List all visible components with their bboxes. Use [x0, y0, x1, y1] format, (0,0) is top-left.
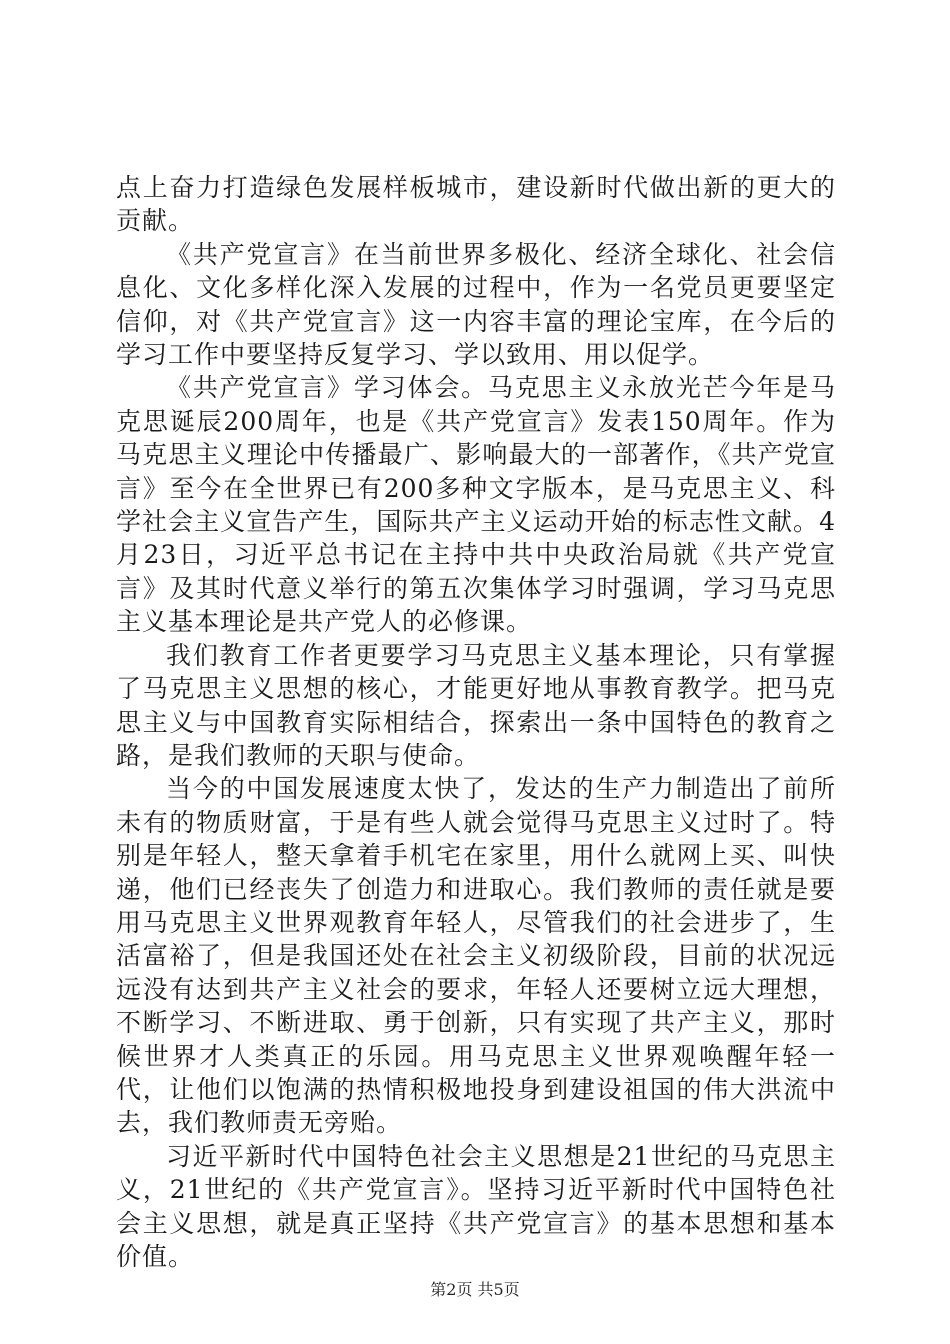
paragraph: 习近平新时代中国特色社会主义思想是21世纪的马克思主义，21世纪的《共产党宣言》。坚持习近平新时代中国特色社会主义思想，就是真正坚持《共产党宣言》的基本思想和基本价值。: [116, 1141, 836, 1271]
paragraph: 当今的中国发展速度太快了，发达的生产力制造出了前所未有的物质财富，于是有些人就会觉得马克思主义过时了。特别是年轻人，整天拿着手机宅在家里，用什么就网上买、叫快递，他们已经丧失了创造力和进取心。我们教师的责任就是要用马克思主义世界观教育年轻人，尽管我们的社会进步了，生活富裕了，但是我国还处在社会主义初级阶段，目前的状况远远没有达到共产主义社会的要求，年轻人还要树立远大理想，不断学习、不断进取、勇于创新，只有实现了共产主义，那时候世界才人类真正的乐园。用马克思主义世界观唤醒年轻一代，让他们以饱满的热情积极地投身到建设祖国的伟大洪流中去，我们教师责无旁贻。: [116, 774, 836, 1138]
paragraph: 《共产党宣言》在当前世界多极化、经济全球化、社会信息化、文化多样化深入发展的过程中，作为一名党员更要坚定信仰，对《共产党宣言》这一内容丰富的理论宝库，在今后的学习工作中要坚持反复学习、学以致用、用以促学。: [116, 239, 836, 370]
paragraph: 《共产党宣言》学习体会。马克思主义永放光芒今年是马克思诞辰200周年，也是《共产党宣言》发表150周年。作为马克思主义理论中传播最广、影响最大的一部著作，《共产党宣言》至今在全世界已有200多种文字版本，是马克思主义、科学社会主义宣告产生，国际共产主义运动开始的标志性文献。4月23日，习近平总书记在主持中共中央政治局就《共产党宣言》及其时代意义举行的第五次集体学习时强调，学习马克思主义基本理论是共产党人的必修课。: [116, 373, 836, 637]
page-number-footer: 第2页 共5页: [430, 1280, 520, 1299]
paragraph: 我们教育工作者更要学习马克思主义基本理论，只有掌握了马克思主义思想的核心，才能更好地从事教育教学。把马克思主义与中国教育实际相结合，探索出一条中国特色的教育之路，是我们教师的天职与使命。: [116, 640, 836, 770]
body-text: [116, 171, 836, 1273]
paragraph-continuation: 点上奋力打造绿色发展样板城市，建设新时代做出新的更大的贡献。: [116, 173, 836, 236]
